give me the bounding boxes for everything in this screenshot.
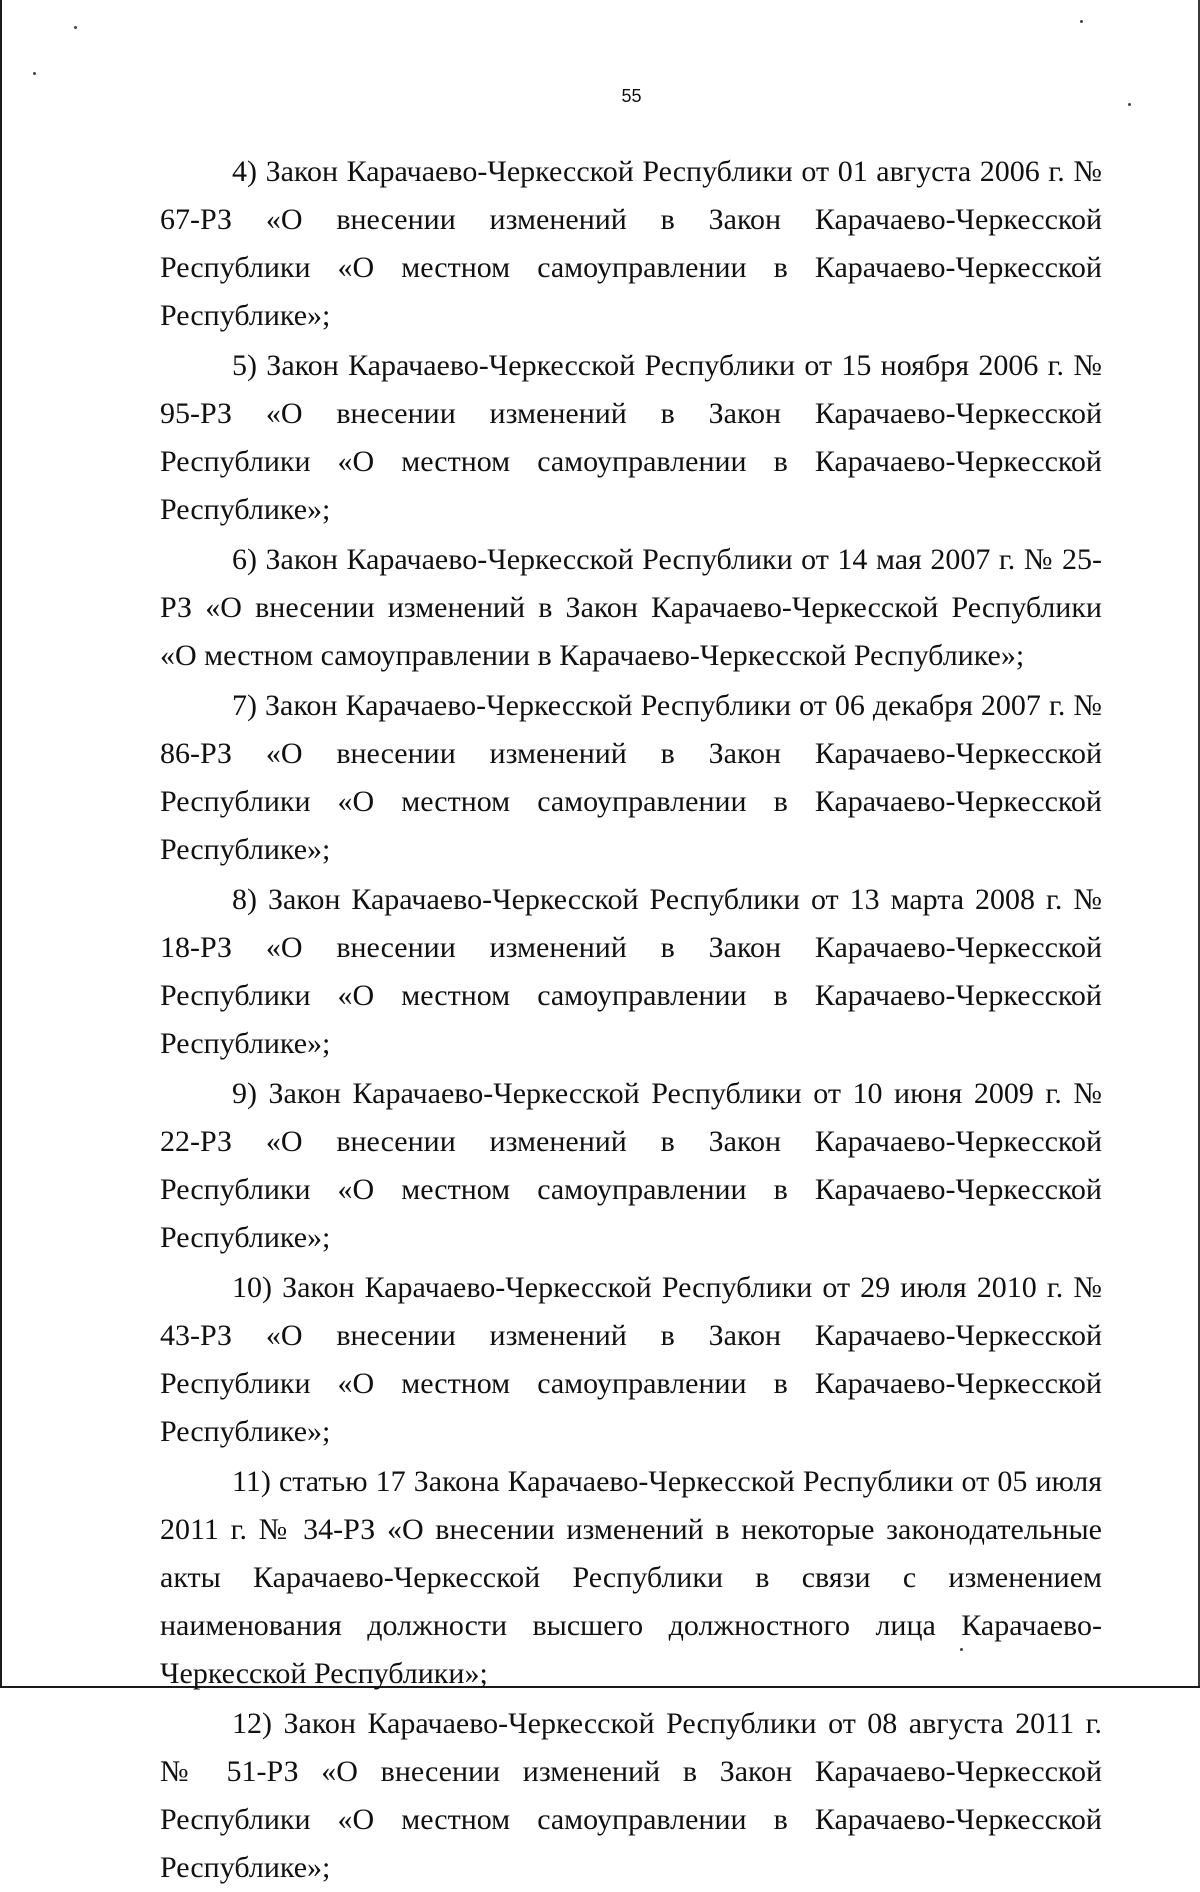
list-item: 12) Закон Карачаево-Черкесской Республики от 08 августа 2011 г. № 51-РЗ «О внесении изменений в Закон Карачаево-Черкесской Республики «О местном самоуправлении в Карачаево-Черкесской Республике»; — [160, 1707, 1102, 1884]
scan-speck — [33, 72, 36, 75]
document-body — [160, 148, 1102, 1892]
list-item: 7) Закон Карачаево-Черкесской Республики от 06 декабря 2007 г. № 86-РЗ «О внесении изменений в Закон Карачаево-Черкесской Республики «О местном самоуправлении в Карачаево-Черкесской Республике»; — [160, 689, 1102, 866]
scan-speck — [1080, 20, 1083, 23]
list-item: 9) Закон Карачаево-Черкесской Республики от 10 июня 2009 г. № 22-РЗ «О внесении изменений в Закон Карачаево-Черкесской Республики «О местном самоуправлении в Карачаево-Черкесской Республике»; — [160, 1077, 1102, 1254]
list-item: 8) Закон Карачаево-Черкесской Республики от 13 марта 2008 г. № 18-РЗ «О внесении изменений в Закон Карачаево-Черкесской Республики «О местном самоуправлении в Карачаево-Черкесской Республике»; — [160, 883, 1102, 1060]
list-item: 11) статью 17 Закона Карачаево-Черкесской Республики от 05 июля 2011 г. № 34-РЗ «О внесении изменений в некоторые законодательные акты Карачаево-Черкесской Республики в связи с изменением наименования должности высшего должностного лица Карачаево-Черкесской Республики»; — [160, 1465, 1102, 1690]
list-item: 10) Закон Карачаево-Черкесской Республики от 29 июля 2010 г. № 43-РЗ «О внесении изменений в Закон Карачаево-Черкесской Республики «О местном самоуправлении в Карачаево-Черкесской Республике»; — [160, 1271, 1102, 1448]
list-item: 4) Закон Карачаево-Черкесской Республики от 01 августа 2006 г. № 67-РЗ «О внесении изменений в Закон Карачаево-Черкесской Республики «О местном самоуправлении в Карачаево-Черкесской Республике»; — [160, 155, 1102, 332]
list-item: 5) Закон Карачаево-Черкесской Республики от 15 ноября 2006 г. № 95-РЗ «О внесении изменений в Закон Карачаево-Черкесской Республики «О местном самоуправлении в Карачаево-Черкесской Республике»; — [160, 349, 1102, 526]
scan-border-left — [0, 0, 2, 1688]
list-item: 6) Закон Карачаево-Черкесской Республики от 14 мая 2007 г. № 25-РЗ «О внесении изменений в Закон Карачаево-Черкесской Республики «О местном самоуправлении в Карачаево-Черкесской Республике»; — [160, 543, 1102, 672]
page-number: 55 — [621, 86, 642, 106]
scan-speck — [74, 26, 77, 29]
